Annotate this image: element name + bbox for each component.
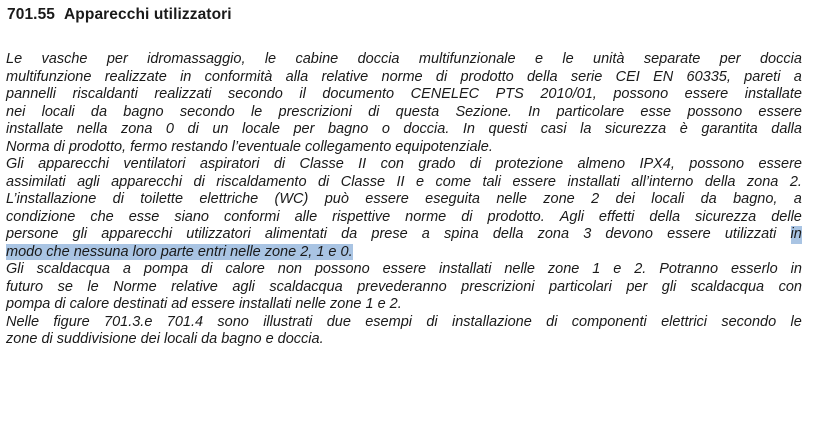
- word: utilizzatori: [186, 226, 251, 242]
- word: di: [546, 313, 558, 330]
- text-line: [6, 139, 802, 157]
- word: prevederanno: [357, 278, 447, 295]
- word: documento: [322, 86, 395, 102]
- word: da: [700, 191, 717, 207]
- word: Gli: [6, 156, 24, 172]
- word: Gli: [6, 261, 24, 277]
- word: di: [201, 261, 213, 277]
- word: eseguita: [425, 191, 480, 207]
- word: le: [562, 51, 574, 67]
- word: In: [528, 103, 541, 120]
- word: 701.3.e: [104, 313, 153, 330]
- word: protezione: [495, 156, 564, 172]
- word: effetti: [598, 208, 635, 225]
- word: conformità: [204, 68, 273, 85]
- word: nelle: [496, 191, 527, 207]
- word: di: [112, 191, 124, 207]
- word: le: [264, 51, 277, 67]
- word: conformi: [223, 208, 280, 225]
- word: non: [277, 261, 302, 277]
- word: relative: [321, 68, 369, 85]
- line-text: Norma di prodotto, fermo restando l’eventuale collegamento equipotenziale.: [6, 138, 493, 155]
- word: prese: [371, 226, 408, 242]
- word: 3: [583, 226, 592, 242]
- word: II: [358, 156, 367, 172]
- word: può: [324, 191, 349, 207]
- word: nelle: [504, 261, 535, 277]
- word: (WC): [274, 191, 309, 207]
- text-line: [6, 86, 802, 104]
- text-line: [6, 174, 802, 192]
- word: di: [187, 121, 199, 137]
- word: prodotto: [460, 68, 514, 85]
- word: devono: [605, 226, 653, 242]
- word: Le: [6, 51, 23, 67]
- word: separate: [643, 51, 701, 67]
- word: di: [426, 313, 438, 330]
- word: e: [416, 173, 425, 190]
- word: della: [526, 68, 558, 85]
- word: agli: [77, 173, 100, 190]
- word: da: [341, 226, 358, 242]
- word: essere: [684, 86, 729, 102]
- word: gli: [72, 226, 88, 242]
- word: Sezione.: [455, 103, 512, 120]
- word: L’installazione: [6, 191, 97, 207]
- word: norme: [381, 68, 423, 85]
- word: pareti: [744, 68, 781, 85]
- word: in: [790, 261, 802, 277]
- word: unità: [593, 51, 625, 67]
- section-number: 701.55: [7, 6, 56, 23]
- word: questi: [488, 121, 528, 137]
- text-line: [6, 261, 802, 279]
- word: sicurezza: [604, 121, 667, 137]
- word: di: [368, 103, 380, 120]
- text-line: [6, 314, 802, 332]
- word: alla: [285, 68, 309, 85]
- word: particolare: [556, 103, 625, 120]
- word: Potranno: [659, 261, 719, 277]
- word: locali: [41, 103, 75, 120]
- word: le: [87, 278, 99, 295]
- word: installate: [6, 121, 64, 137]
- word: 0: [165, 121, 174, 137]
- word: elettrici: [661, 313, 708, 330]
- word: ventilatori: [123, 156, 186, 172]
- word: EN: [653, 68, 674, 85]
- word: è: [679, 121, 688, 137]
- word: e: [613, 261, 622, 277]
- word: a: [421, 226, 430, 242]
- word: prescrizioni: [461, 278, 535, 295]
- word: persone: [6, 226, 59, 242]
- word: doccia: [357, 51, 400, 67]
- word: riscaldamento: [216, 173, 307, 190]
- word: aspiratori: [199, 156, 260, 172]
- word: per: [293, 121, 315, 137]
- word: garantita: [701, 121, 758, 137]
- word: con: [380, 156, 404, 172]
- word: a: [793, 191, 802, 207]
- word: scaldacqua: [269, 278, 343, 295]
- word: tali: [482, 173, 502, 190]
- word: multifunzionale: [418, 51, 516, 67]
- word: la: [580, 121, 592, 137]
- text-line: [6, 279, 802, 297]
- word: 2: [591, 191, 600, 207]
- word: zone: [547, 261, 580, 277]
- word: essere: [512, 173, 556, 190]
- section-heading: [7, 6, 232, 24]
- word: relative: [171, 278, 218, 295]
- word: di: [461, 208, 473, 225]
- word: pompa: [143, 261, 189, 277]
- word: di: [469, 156, 482, 172]
- word: Classe: [340, 173, 386, 190]
- word: nella: [76, 121, 108, 137]
- word: assimilati: [6, 173, 66, 190]
- word: questa: [395, 103, 440, 120]
- word: rispettive: [332, 208, 391, 225]
- word: all’interno: [631, 173, 694, 190]
- word: prescrizioni: [278, 103, 352, 120]
- word: essere: [382, 261, 427, 277]
- word: Agli: [559, 208, 584, 225]
- word: il: [299, 86, 306, 102]
- word: zona: [537, 226, 570, 242]
- word: della: [704, 173, 736, 190]
- word: scaldacqua: [690, 278, 765, 295]
- word: 60335,: [686, 68, 731, 85]
- word: in: [790, 226, 802, 242]
- word: essere: [667, 226, 711, 242]
- word: CEI: [615, 68, 640, 85]
- word: II: [396, 173, 405, 190]
- word: serie: [570, 68, 603, 85]
- word: dalla: [771, 121, 802, 137]
- word: 701.4: [166, 313, 204, 330]
- word: o: [381, 121, 390, 137]
- word: dei: [615, 191, 635, 207]
- word: possono: [314, 261, 370, 277]
- word: bagno: [123, 103, 164, 120]
- word: apparecchi: [101, 226, 173, 242]
- text-line: [6, 296, 802, 314]
- word: esempi: [365, 313, 412, 330]
- word: calore: [225, 261, 265, 277]
- word: grado: [418, 156, 456, 172]
- word: alle: [294, 208, 318, 225]
- word: siano: [174, 208, 209, 225]
- word: nei: [6, 103, 26, 120]
- word: idromassaggio,: [147, 51, 246, 67]
- word: condizione: [6, 208, 76, 225]
- word: locale: [242, 121, 280, 137]
- word: realizzati: [154, 86, 212, 102]
- word: 2010/01,: [540, 86, 597, 102]
- word: esserlo: [730, 261, 778, 277]
- body-text: [6, 51, 802, 349]
- word: illustrati: [263, 313, 313, 330]
- word: IPX4,: [639, 156, 675, 172]
- word: essere: [365, 191, 409, 207]
- word: cabine: [295, 51, 339, 67]
- word: norme: [405, 208, 447, 225]
- word: le: [790, 313, 802, 330]
- word: da: [90, 103, 108, 120]
- word: particolari: [548, 278, 612, 295]
- word: componenti: [571, 313, 647, 330]
- word: doccia: [759, 51, 802, 67]
- word: installati: [567, 173, 620, 190]
- word: apparecchi: [38, 156, 110, 172]
- word: di: [435, 68, 448, 85]
- word: spina: [444, 226, 479, 242]
- text-line: [6, 191, 802, 209]
- word: un: [212, 121, 229, 137]
- word: scaldacqua: [36, 261, 110, 277]
- word: per: [106, 51, 128, 67]
- word: elettriche: [199, 191, 259, 207]
- word: Nelle: [6, 313, 40, 330]
- word: se: [57, 278, 73, 295]
- word: in: [180, 68, 192, 85]
- word: In: [462, 121, 475, 137]
- word: CENELEC: [410, 86, 480, 102]
- word: realizzate: [104, 68, 167, 85]
- highlighted-text: modo che nessuna loro parte entri nelle zone 2, 1 e 0.: [6, 243, 353, 260]
- text-line: [6, 69, 802, 87]
- word: installati: [439, 261, 492, 277]
- word: Norme: [113, 278, 157, 295]
- word: possono: [689, 156, 745, 172]
- word: locali: [651, 191, 685, 207]
- word: futuro: [6, 278, 44, 295]
- word: due: [326, 313, 351, 330]
- word: sono: [217, 313, 249, 330]
- word: almeno: [577, 156, 626, 172]
- word: secondo: [721, 313, 777, 330]
- word: gli: [661, 278, 677, 295]
- word: esse: [128, 208, 160, 225]
- word: figure: [53, 313, 90, 330]
- word: essere: [758, 156, 802, 172]
- word: con: [778, 278, 802, 295]
- word: della: [649, 208, 681, 225]
- word: bagno: [327, 121, 369, 137]
- word: installazione: [451, 313, 532, 330]
- word: a: [122, 261, 131, 277]
- word: zona: [120, 121, 153, 137]
- word: utilizzati: [724, 226, 777, 242]
- word: apparecchi: [111, 173, 183, 190]
- word: le: [250, 103, 263, 120]
- word: zone: [543, 191, 575, 207]
- word: prodotto.: [487, 208, 545, 225]
- word: a: [793, 68, 802, 85]
- word: riscaldanti: [72, 86, 138, 102]
- word: PTS: [495, 86, 524, 102]
- text-line: [6, 226, 802, 244]
- word: zona: [746, 173, 779, 190]
- word: 2.: [789, 173, 802, 190]
- word: di: [317, 173, 330, 190]
- word: possono: [613, 86, 669, 102]
- word: doccia.: [403, 121, 450, 137]
- section-title: Apparecchi utilizzatori: [64, 6, 232, 23]
- text-line: [6, 209, 802, 227]
- word: vasche: [41, 51, 88, 67]
- word: installate: [744, 86, 802, 102]
- word: delle: [771, 208, 802, 225]
- word: toilette: [140, 191, 184, 207]
- line-text: pompa di calore destinati ad essere installati nelle zone 1 e 2.: [6, 296, 402, 312]
- word: bagno,: [733, 191, 778, 207]
- word: di: [273, 156, 286, 172]
- text-line: [6, 244, 802, 262]
- word: secondo: [228, 86, 283, 102]
- word: per: [719, 51, 741, 67]
- word: multifunzione: [6, 68, 92, 85]
- word: Classe: [299, 156, 344, 172]
- word: pannelli: [6, 86, 56, 102]
- text-line: [6, 156, 802, 174]
- word: 1: [592, 261, 601, 277]
- text-line: [6, 104, 802, 122]
- text-line: [6, 331, 802, 349]
- word: sicurezza: [695, 208, 757, 225]
- word: possono: [687, 103, 743, 120]
- word: di: [193, 173, 205, 190]
- word: alimentati: [264, 226, 327, 242]
- word: essere: [758, 103, 802, 120]
- word: della: [492, 226, 524, 242]
- word: 2.: [634, 261, 647, 277]
- word: esse: [640, 103, 672, 120]
- word: agli: [232, 278, 255, 295]
- word: per: [626, 278, 648, 295]
- word: e: [534, 51, 544, 67]
- line-text: zone di suddivisione dei locali da bagno e doccia.: [6, 331, 324, 347]
- word: che: [90, 208, 114, 225]
- word: come: [435, 173, 472, 190]
- word: casi: [540, 121, 567, 137]
- text-line: [6, 51, 802, 69]
- text-line: [6, 121, 802, 139]
- word: secondo: [179, 103, 235, 120]
